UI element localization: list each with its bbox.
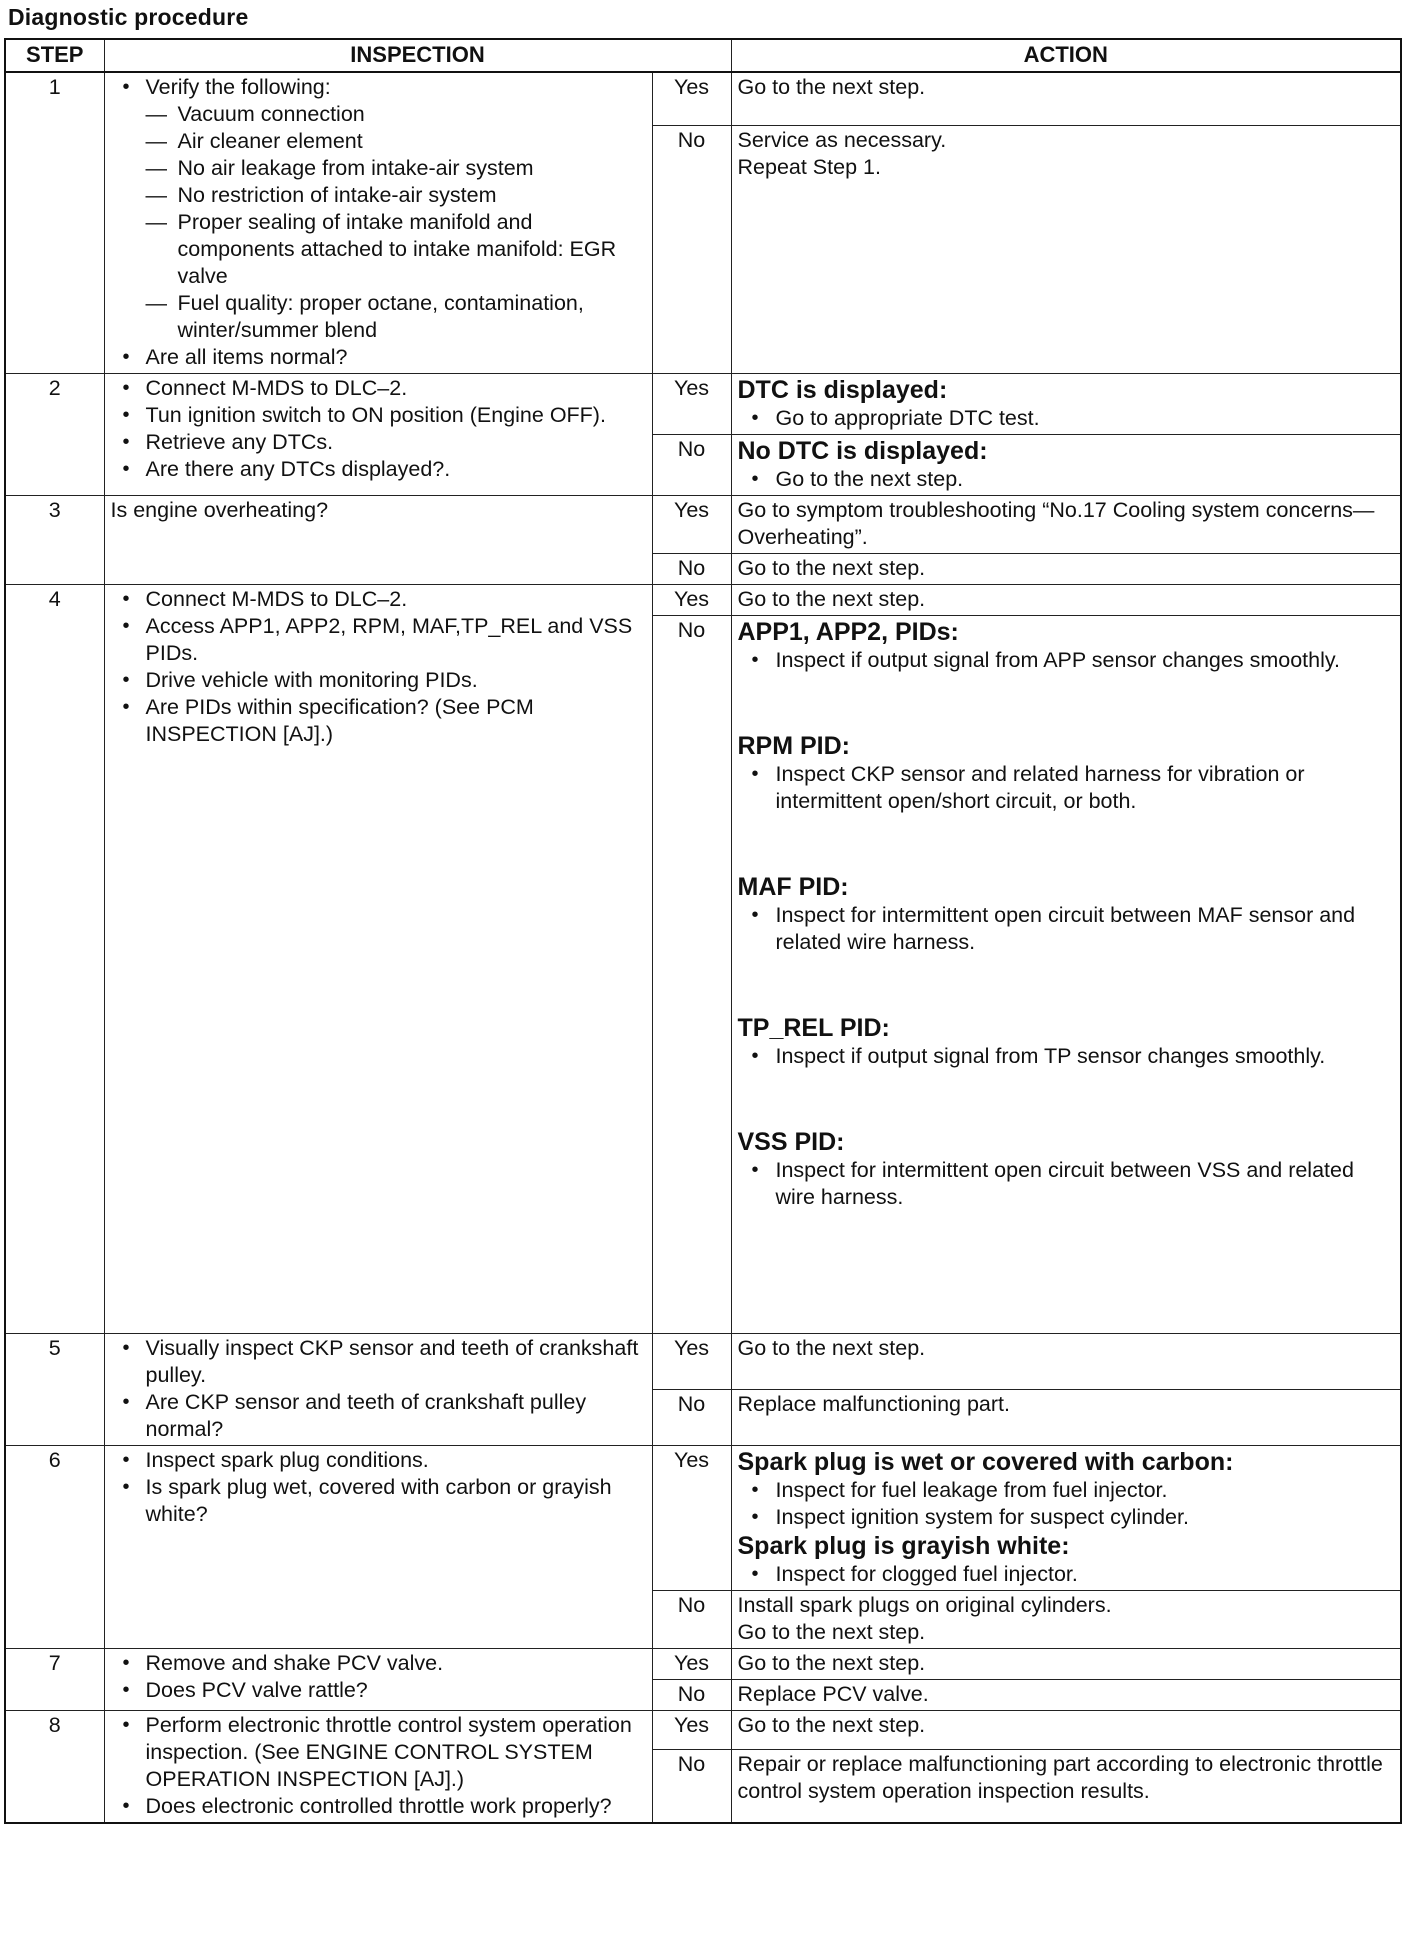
step-number: 5 <box>5 1334 104 1446</box>
inspection-cell <box>104 374 652 496</box>
sub-item: — Fuel quality: proper octane, contamination, winter/summer blend <box>146 290 646 344</box>
diagnostic-table <box>4 38 1402 1824</box>
no-label: No <box>652 616 731 1334</box>
list-item: • Drive vehicle with monitoring PIDs. <box>111 667 646 694</box>
yes-label: Yes <box>652 1711 731 1750</box>
list-item: • Connect M-MDS to DLC–2. <box>111 586 646 613</box>
list-item: • Go to the next step. <box>738 466 1395 493</box>
step-number: 4 <box>5 585 104 1334</box>
action-no: Replace PCV valve. <box>731 1680 1401 1711</box>
step-number: 7 <box>5 1649 104 1711</box>
yes-label: Yes <box>652 496 731 554</box>
list-item: • Inspect for clogged fuel injector. <box>738 1561 1395 1588</box>
table-header-row <box>5 39 1401 72</box>
header-action: ACTION <box>731 39 1401 72</box>
action-heading: APP1, APP2, PIDs: <box>737 618 959 646</box>
sub-item: — Air cleaner element <box>146 128 646 155</box>
list-item: • Inspect for intermittent open circuit between MAF sensor and related wire harness. <box>738 902 1395 956</box>
no-label: No <box>652 1390 731 1446</box>
no-label: No <box>652 554 731 585</box>
action-yes <box>731 374 1401 435</box>
table-row <box>5 1711 1401 1750</box>
list-item: • Remove and shake PCV valve. <box>111 1650 646 1677</box>
page-title: Diagnostic procedure <box>8 4 249 30</box>
step-number: 1 <box>5 72 104 374</box>
action-heading: VSS PID: <box>737 1128 845 1156</box>
sub-item: — No air leakage from intake-air system <box>146 155 646 182</box>
list-item: • Are PIDs within specification? (See PCM INSPECTION [AJ].) <box>111 694 646 748</box>
list-item: • Inspect ignition system for suspect cylinder. <box>738 1504 1395 1531</box>
no-label: No <box>652 1749 731 1823</box>
list-item: • Access APP1, APP2, RPM, MAF,TP_REL and VSS PIDs. <box>111 613 646 667</box>
inspection-cell <box>104 1649 652 1711</box>
list-item: • Inspect if output signal from APP sensor changes smoothly. <box>738 647 1395 674</box>
inspection-cell: Is engine overheating? <box>104 496 652 585</box>
action-no: Service as necessary. Repeat Step 1. <box>731 126 1401 374</box>
action-yes: Go to the next step. <box>731 1649 1401 1680</box>
list-item: • Are CKP sensor and teeth of crankshaft pulley normal? <box>111 1389 646 1443</box>
no-label: No <box>652 1591 731 1649</box>
list-item: • Are there any DTCs displayed?. <box>111 456 646 483</box>
action-heading: Spark plug is grayish white: <box>737 1532 1070 1560</box>
no-label: No <box>652 126 731 374</box>
list-item: • Inspect for fuel leakage from fuel injector. <box>738 1477 1395 1504</box>
no-label: No <box>652 1680 731 1711</box>
header-inspection: INSPECTION <box>104 39 731 72</box>
list-item: • Go to appropriate DTC test. <box>738 405 1395 432</box>
action-yes: Go to the next step. <box>731 1711 1401 1750</box>
action-yes: Go to the next step. <box>731 72 1401 126</box>
table-row <box>5 496 1401 554</box>
step-number: 6 <box>5 1446 104 1649</box>
action-no <box>731 616 1401 1334</box>
list-item: • Does PCV valve rattle? <box>111 1677 646 1704</box>
sub-item: — Proper sealing of intake manifold and components attached to intake manifold: EGR valve <box>146 209 646 290</box>
yes-label: Yes <box>652 1649 731 1680</box>
sub-item: — Vacuum connection <box>146 101 646 128</box>
action-heading: RPM PID: <box>737 732 850 760</box>
list-item: • Inspect for intermittent open circuit between VSS and related wire harness. <box>738 1157 1395 1211</box>
inspection-cell <box>104 72 652 374</box>
yes-label: Yes <box>652 1334 731 1390</box>
table-row <box>5 1649 1401 1680</box>
header-step: STEP <box>5 39 104 72</box>
list-item: • Perform electronic throttle control system operation inspection. (See ENGINE CONTROL SYSTEM OPERATION INSPECTION [AJ].) <box>111 1712 646 1793</box>
step-number: 3 <box>5 496 104 585</box>
step-number: 2 <box>5 374 104 496</box>
action-no <box>731 435 1401 496</box>
list-item: • Are all items normal? <box>111 344 646 371</box>
list-item: • Verify the following: — Vacuum connection — Air cleaner element — No air leakage from intake-air system — No restriction of intake-air system — Proper sealing of intake manifold and components attached to intake manifold: EGR valve — Fuel quality: proper octane, contamination, winter/summer blend <box>111 74 646 344</box>
action-no: Go to the next step. <box>731 554 1401 585</box>
action-yes <box>731 1446 1401 1591</box>
table-row <box>5 374 1401 435</box>
yes-label: Yes <box>652 1446 731 1591</box>
inspection-cell <box>104 585 652 1334</box>
action-heading: DTC is displayed: <box>737 376 948 404</box>
yes-label: Yes <box>652 374 731 435</box>
step-number: 8 <box>5 1711 104 1824</box>
action-heading: TP_REL PID: <box>737 1014 890 1042</box>
no-label: No <box>652 435 731 496</box>
list-item: • Inspect if output signal from TP sensor changes smoothly. <box>738 1043 1395 1070</box>
table-row <box>5 585 1401 616</box>
action-yes: Go to the next step. <box>731 585 1401 616</box>
list-item: • Is spark plug wet, covered with carbon or grayish white? <box>111 1474 646 1528</box>
action-heading: No DTC is displayed: <box>737 437 988 465</box>
sub-item: — No restriction of intake-air system <box>146 182 646 209</box>
list-item: • Tun ignition switch to ON position (Engine OFF). <box>111 402 646 429</box>
inspection-cell <box>104 1334 652 1446</box>
action-no: Replace malfunctioning part. <box>731 1390 1401 1446</box>
table-row <box>5 72 1401 126</box>
action-heading: MAF PID: <box>737 873 849 901</box>
inspection-cell <box>104 1711 652 1824</box>
yes-label: Yes <box>652 585 731 616</box>
list-item: • Inspect spark plug conditions. <box>111 1447 646 1474</box>
table-row <box>5 1446 1401 1591</box>
action-yes: Go to symptom troubleshooting “No.17 Cooling system concerns—Overheating”. <box>731 496 1401 554</box>
list-item: • Visually inspect CKP sensor and teeth of crankshaft pulley. <box>111 1335 646 1389</box>
list-item: • Does electronic controlled throttle work properly? <box>111 1793 646 1820</box>
table-row <box>5 1334 1401 1390</box>
inspection-cell <box>104 1446 652 1649</box>
list-item: • Retrieve any DTCs. <box>111 429 646 456</box>
yes-label: Yes <box>652 72 731 126</box>
action-no: Repair or replace malfunctioning part according to electronic throttle control system operation inspection results. <box>731 1749 1401 1823</box>
action-heading: Spark plug is wet or covered with carbon: <box>737 1448 1234 1476</box>
list-item: • Connect M-MDS to DLC–2. <box>111 375 646 402</box>
action-no: Install spark plugs on original cylinders. Go to the next step. <box>731 1591 1401 1649</box>
list-item: • Inspect CKP sensor and related harness for vibration or intermittent open/short circuit, or both. <box>738 761 1395 815</box>
action-yes: Go to the next step. <box>731 1334 1401 1390</box>
